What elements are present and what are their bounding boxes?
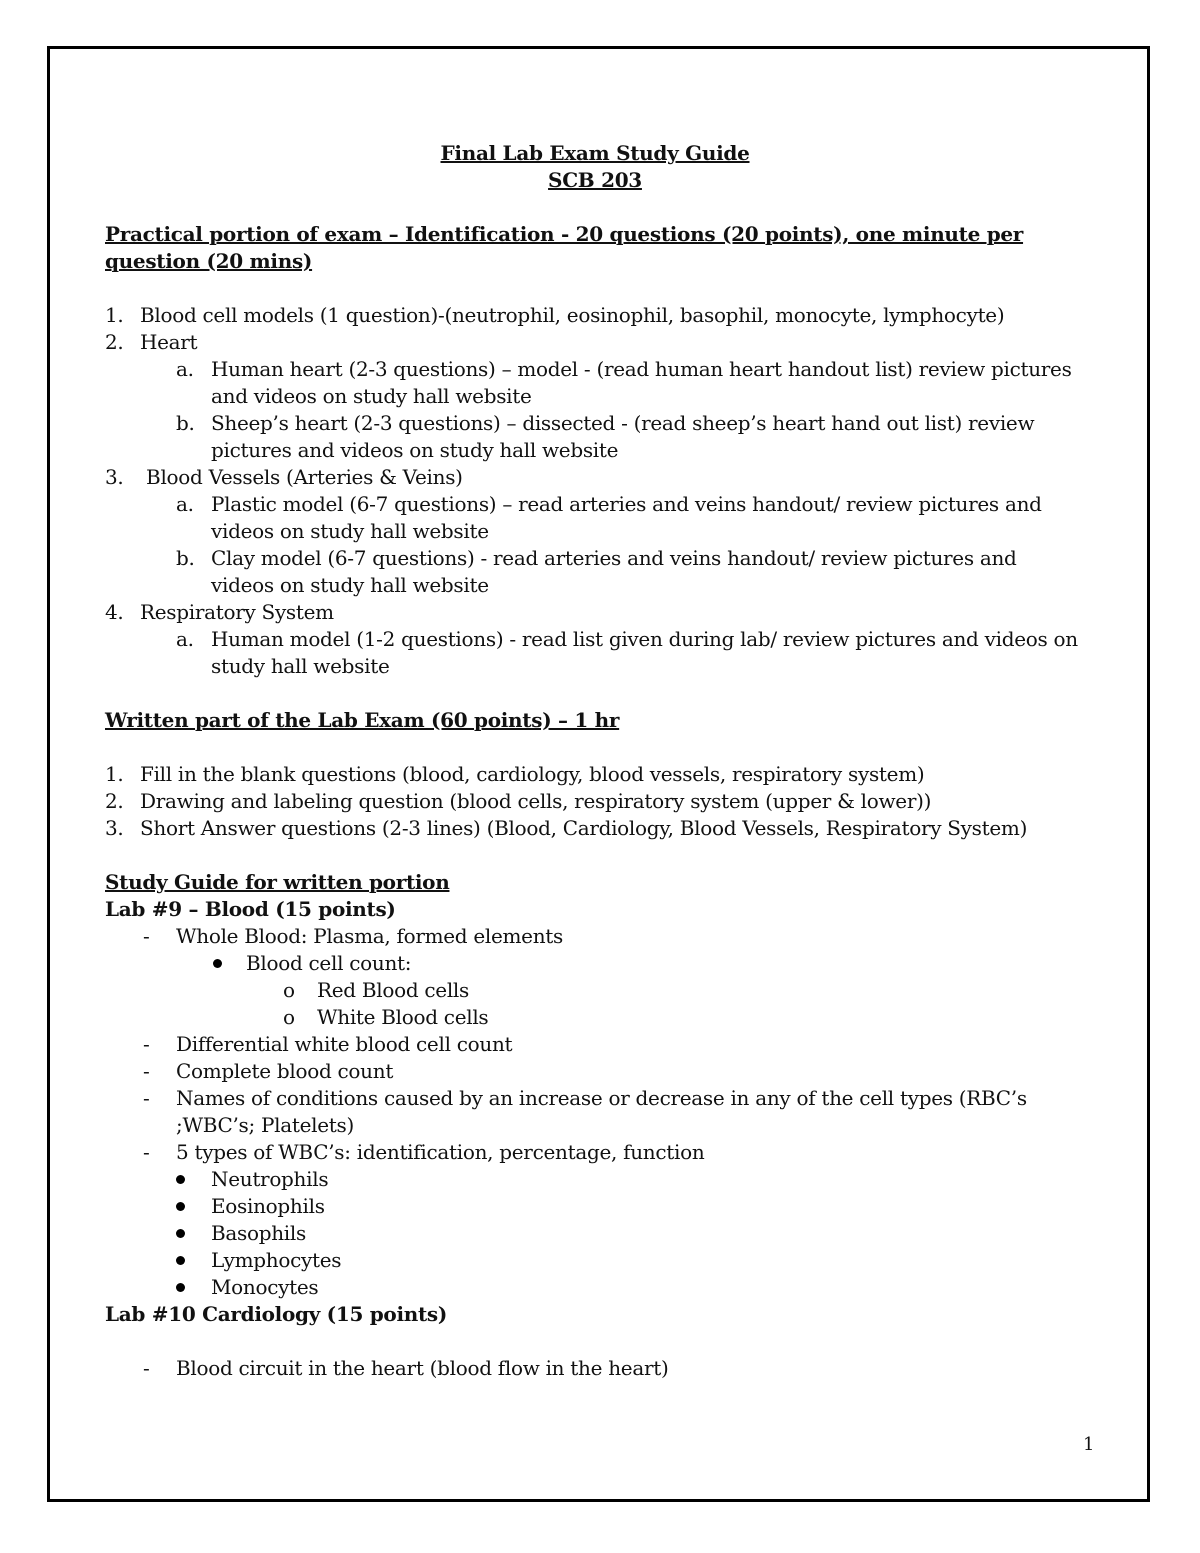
list-item — [105, 788, 1085, 815]
item-text: Blood cell models (1 question)-(neutrophil, eosinophil, basophil, monocyte, lymphocyte) — [140, 303, 1005, 327]
bullet-icon — [213, 959, 222, 968]
item-number: 3. — [105, 816, 124, 840]
list-item — [105, 599, 1085, 626]
list-item — [105, 1139, 1085, 1166]
item-text: Human heart (2-3 questions) – model - (read human heart handout list) review pictures and videos on study hall website — [211, 357, 1072, 408]
item-text: 5 types of WBC’s: identification, percentage, function — [176, 1140, 705, 1164]
item-text: Whole Blood: Plasma, formed elements — [176, 924, 564, 948]
list-item — [105, 626, 1085, 680]
bullet-icon — [176, 1175, 185, 1184]
item-number: 2. — [105, 789, 124, 813]
practical-heading: Practical portion of exam – Identification - 20 questions (20 points), one minute per question (20 mins) — [105, 222, 1024, 273]
dash-marker: - — [143, 1086, 150, 1110]
list-item — [105, 302, 1085, 329]
item-text: Eosinophils — [211, 1194, 325, 1218]
dash-marker: - — [143, 924, 150, 948]
lab9-heading: Lab #9 – Blood (15 points) — [105, 897, 396, 921]
item-text: Blood cell count: — [246, 951, 412, 975]
item-text: Human model (1-2 questions) - read list given during lab/ review pictures and videos on study hall website — [211, 627, 1078, 678]
item-text: Clay model (6-7 questions) - read arteries and veins handout/ review pictures and videos on study hall website — [211, 546, 1017, 597]
list-item — [105, 464, 1085, 491]
item-text: Neutrophils — [211, 1167, 329, 1191]
item-number: 3. — [105, 465, 124, 489]
list-item — [105, 1193, 1085, 1220]
written-heading: Written part of the Lab Exam (60 points) – 1 hr — [105, 708, 620, 732]
item-text: Plastic model (6-7 questions) – read arteries and veins handout/ review pictures and videos on study hall website — [211, 492, 1042, 543]
item-number: 4. — [105, 600, 124, 624]
item-text: Sheep’s heart (2-3 questions) – dissected - (read sheep’s heart hand out list) review pictures and videos on study hall website — [211, 411, 1035, 462]
list-item — [105, 545, 1085, 599]
item-text: Short Answer questions (2-3 lines) (Blood, Cardiology, Blood Vessels, Respiratory System) — [140, 816, 1028, 840]
list-item — [105, 1247, 1085, 1274]
list-item — [105, 1274, 1085, 1301]
list-item — [105, 356, 1085, 410]
item-number: 1. — [105, 303, 124, 327]
list-item — [105, 1004, 1085, 1031]
item-letter: b. — [176, 411, 195, 435]
document-title: Final Lab Exam Study Guide — [440, 141, 750, 165]
item-number: 1. — [105, 762, 124, 786]
item-text: Names of conditions caused by an increase or decrease in any of the cell types (RBC’s ;WBC’s; Platelets) — [176, 1086, 1027, 1137]
dash-marker: - — [143, 1059, 150, 1083]
list-item — [105, 950, 1085, 977]
item-text: Lymphocytes — [211, 1248, 342, 1272]
list-item — [105, 923, 1085, 950]
list-item — [105, 1058, 1085, 1085]
list-item — [105, 761, 1085, 788]
circle-marker: o — [283, 1005, 295, 1029]
item-text: Red Blood cells — [317, 978, 469, 1002]
dash-marker: - — [143, 1140, 150, 1164]
item-text: Heart — [140, 330, 198, 354]
item-letter: a. — [176, 627, 194, 651]
list-item — [105, 1166, 1085, 1193]
list-item — [105, 1355, 1085, 1382]
item-text: Differential white blood cell count — [176, 1032, 513, 1056]
list-item — [105, 329, 1085, 356]
item-text: Monocytes — [211, 1275, 319, 1299]
item-text: Drawing and labeling question (blood cells, respiratory system (upper & lower)) — [140, 789, 932, 813]
item-text: Complete blood count — [176, 1059, 394, 1083]
list-item — [105, 1031, 1085, 1058]
item-text: Respiratory System — [140, 600, 334, 624]
bullet-icon — [176, 1283, 185, 1292]
dash-marker: - — [143, 1356, 150, 1380]
study-guide-heading: Study Guide for written portion — [105, 870, 450, 894]
item-text: Basophils — [211, 1221, 306, 1245]
page-number: 1 — [1083, 1434, 1095, 1455]
item-letter: a. — [176, 492, 194, 516]
list-item — [105, 491, 1085, 545]
circle-marker: o — [283, 978, 295, 1002]
list-item — [105, 410, 1085, 464]
bullet-icon — [176, 1229, 185, 1238]
dash-marker: - — [143, 1032, 150, 1056]
list-item — [105, 815, 1085, 842]
list-item — [105, 1085, 1085, 1139]
item-text: White Blood cells — [317, 1005, 489, 1029]
lab10-heading: Lab #10 Cardiology (15 points) — [105, 1302, 448, 1326]
item-number: 2. — [105, 330, 124, 354]
item-text: Blood circuit in the heart (blood flow in the heart) — [176, 1356, 669, 1380]
item-letter: b. — [176, 546, 195, 570]
bullet-icon — [176, 1256, 185, 1265]
item-letter: a. — [176, 357, 194, 381]
list-item — [105, 1220, 1085, 1247]
bullet-icon — [176, 1202, 185, 1211]
course-code: SCB 203 — [548, 168, 642, 192]
item-text: Fill in the blank questions (blood, cardiology, blood vessels, respiratory system) — [140, 762, 925, 786]
item-text: Blood Vessels (Arteries & Veins) — [140, 465, 463, 489]
list-item — [105, 977, 1085, 1004]
document-body — [105, 140, 1085, 1382]
